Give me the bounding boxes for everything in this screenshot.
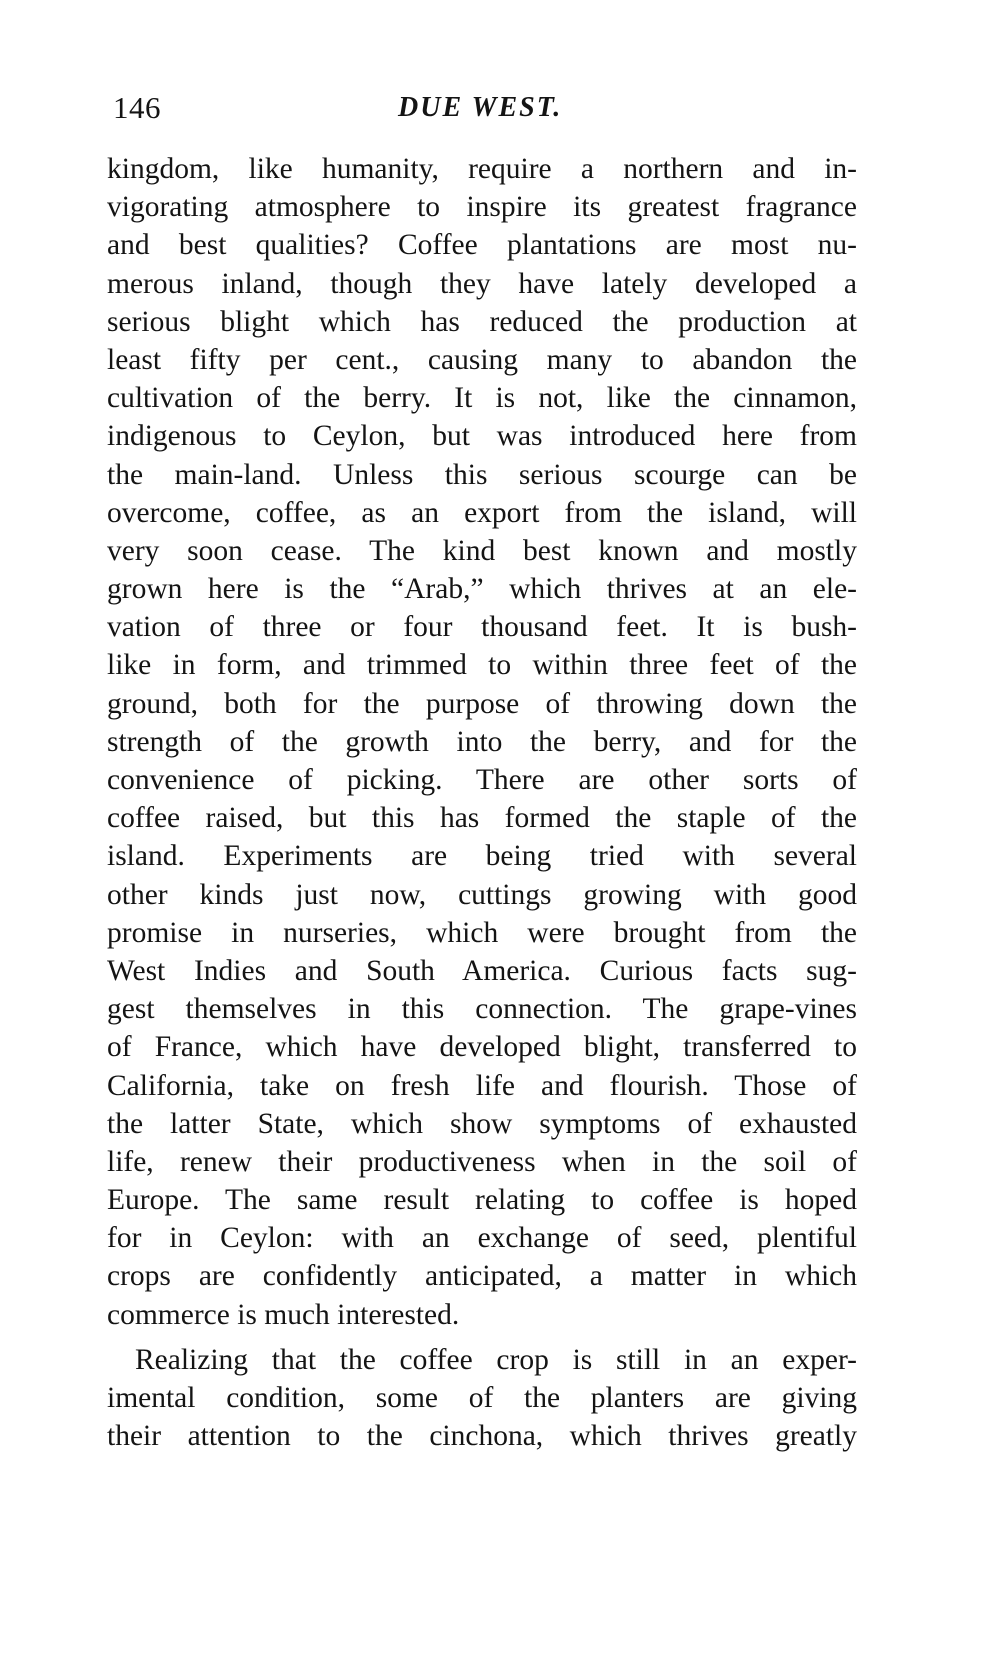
text-line: Realizing that the coffee crop is still in an exper-	[135, 1343, 857, 1376]
text-line: coffee raised, but this has formed the staple of the	[107, 802, 857, 835]
text-line: kingdom, like humanity, require a northern and in-	[107, 153, 857, 185]
text-line: life, renew their productiveness when in the soil of	[107, 1145, 857, 1178]
text-line: like in form, and trimmed to within three feet of the	[107, 649, 857, 682]
text-line: very soon cease. The kind best known and mostly	[107, 534, 857, 567]
text-line: least fifty per cent., causing many to abandon the	[107, 343, 857, 376]
text-line: other kinds just now, cuttings growing with good	[107, 878, 857, 911]
text-line: indigenous to Ceylon, but was introduced here from	[107, 420, 857, 453]
text-line: West Indies and South America. Curious facts sug-	[107, 954, 857, 987]
text-line: merous inland, though they have lately developed a	[107, 267, 857, 300]
text-line: of France, which have developed blight, transferred to	[107, 1031, 857, 1064]
text-line: commerce is much interested.	[107, 1298, 460, 1331]
text-line: imental condition, some of the planters are giving	[107, 1382, 857, 1414]
text-line: overcome, coffee, as an export from the island, will	[107, 496, 857, 529]
text-line: cultivation of the berry. It is not, like the cinnamon,	[107, 382, 857, 415]
running-head	[113, 88, 855, 128]
text-line: grown here is the “Arab,” which thrives at an ele-	[107, 573, 857, 606]
text-line: Europe. The same result relating to coffee is hoped	[107, 1184, 857, 1217]
text-line: promise in nurseries, which were brought from the	[107, 916, 857, 949]
text-line: and best qualities? Coffee plantations are most nu-	[107, 229, 857, 262]
text-line: convenience of picking. There are other sorts of	[107, 764, 857, 796]
text-line: serious blight which has reduced the production at	[107, 305, 857, 338]
text-line: their attention to the cinchona, which thrives greatly	[107, 1420, 857, 1453]
text-line: gest themselves in this connection. The grape-vines	[107, 993, 857, 1026]
text-line: for in Ceylon: with an exchange of seed, plentiful	[107, 1222, 857, 1255]
paragraph	[107, 150, 857, 1334]
text-line: ground, both for the purpose of throwing down the	[107, 687, 857, 720]
text-line: vation of three or four thousand feet. It is bush-	[107, 611, 857, 644]
page-number: 146	[113, 90, 161, 125]
text-line: the latter State, which show symptoms of exhausted	[107, 1107, 857, 1140]
text-line: California, take on fresh life and flourish. Those of	[107, 1069, 857, 1102]
paragraph-gap	[107, 1334, 857, 1341]
text-line: strength of the growth into the berry, and for the	[107, 725, 857, 758]
text-line: island. Experiments are being tried with several	[107, 840, 857, 873]
running-title: DUE WEST.	[398, 92, 563, 123]
body-text	[107, 150, 857, 1455]
paragraph	[107, 1341, 857, 1456]
text-line: crops are confidently anticipated, a matter in which	[107, 1260, 857, 1293]
text-line: vigorating atmosphere to inspire its greatest fragrance	[107, 191, 857, 224]
text-line: the main-land. Unless this serious scourge can be	[107, 458, 857, 491]
